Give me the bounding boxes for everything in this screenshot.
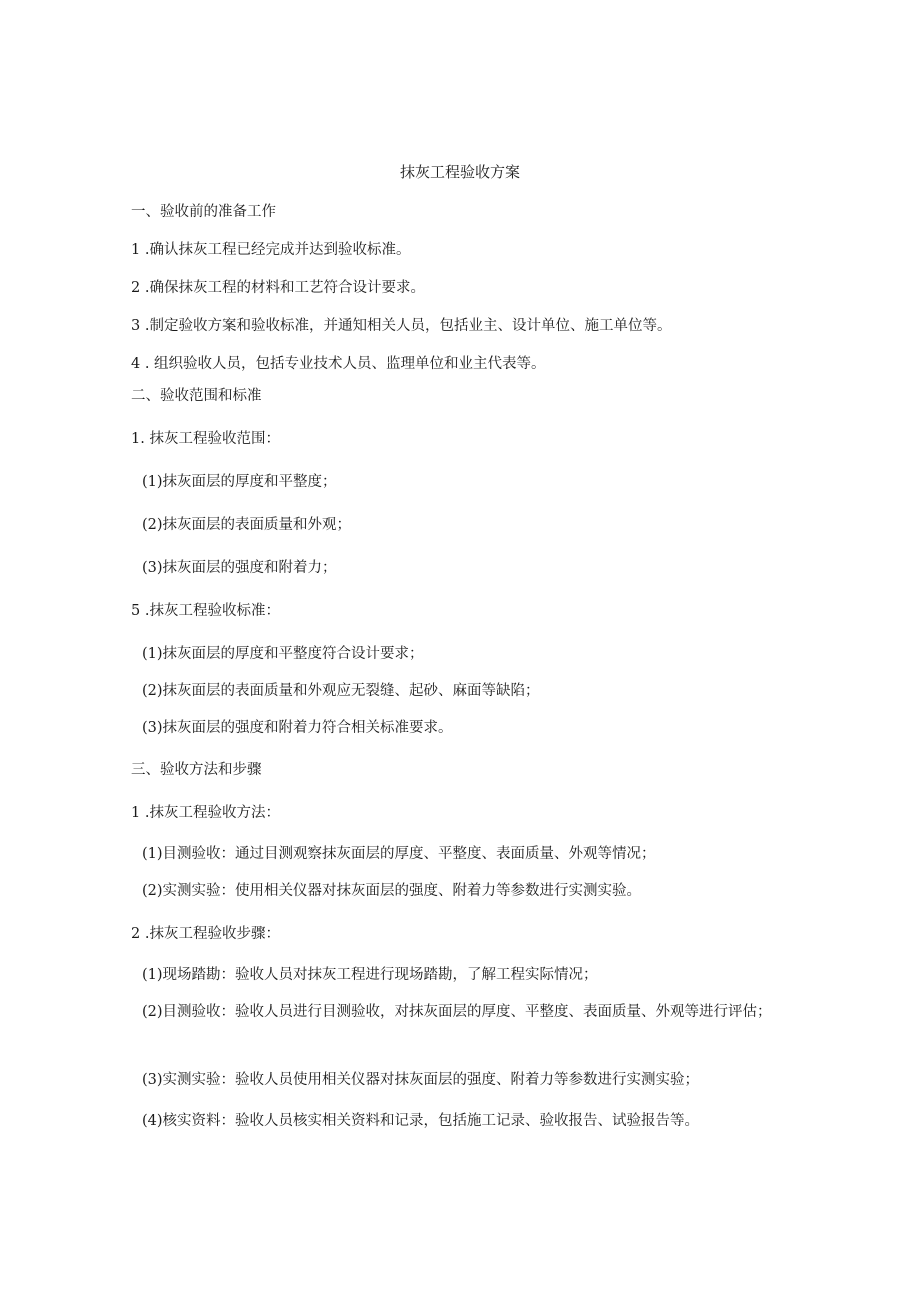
method-item-1: (1)目测验收：通过目测观察抹灰面层的厚度、平整度、表面质量、外观等情况； [142, 846, 656, 862]
method-heading: 1 .抹灰工程验收方法： [131, 805, 280, 821]
steps-heading: 2 .抹灰工程验收步骤： [131, 926, 280, 942]
standard-heading: 5 .抹灰工程验收标准： [131, 603, 280, 619]
standard-item-1: (1)抹灰面层的厚度和平整度符合设计要求； [142, 646, 424, 662]
scope-heading: 1. 抹灰工程验收范围： [131, 431, 280, 447]
step-item-2: (2)目测验收：验收人员进行目测验收，对抹灰面层的厚度、平整度、表面质量、外观等进行评估； [142, 1004, 772, 1020]
section-heading-3: 三、验收方法和步骤 [131, 762, 262, 778]
document-title: 抹灰工程验收方案 [399, 163, 520, 181]
scope-item-2: (2)抹灰面层的表面质量和外观； [142, 517, 352, 533]
prep-item-2: 2 .确保抹灰工程的材料和工艺符合设计要求。 [131, 280, 425, 296]
prep-item-1: 1 .确认抹灰工程已经完成并达到验收标准。 [131, 242, 411, 258]
standard-item-2: (2)抹灰面层的表面质量和外观应无裂缝、起砂、麻面等缺陷； [142, 683, 540, 699]
standard-item-3: (3)抹灰面层的强度和附着力符合相关标准要求。 [142, 720, 453, 736]
step-item-1: (1)现场踏勘：验收人员对抹灰工程进行现场踏勘，了解工程实际情况； [142, 967, 598, 983]
section-heading-1: 一、验收前的准备工作 [131, 204, 276, 220]
step-item-3: (3)实测实验：验收人员使用相关仪器对抹灰面层的强度、附着力等参数进行实测实验； [142, 1072, 700, 1088]
method-item-2: (2)实测实验：使用相关仪器对抹灰面层的强度、附着力等参数进行实测实验。 [142, 883, 642, 899]
scope-item-1: (1)抹灰面层的厚度和平整度； [142, 474, 337, 490]
step-item-4: (4)核实资料：验收人员核实相关资料和记录，包括施工记录、验收报告、试验报告等。 [142, 1113, 700, 1129]
section-heading-2: 二、验收范围和标准 [131, 388, 262, 404]
prep-item-4: 4 . 组织验收人员，包括专业技术人员、监理单位和业主代表等。 [131, 356, 546, 372]
prep-item-3: 3 .制定验收方案和验收标准，并通知相关人员，包括业主、设计单位、施工单位等。 [131, 318, 672, 334]
scope-item-3: (3)抹灰面层的强度和附着力； [142, 560, 337, 576]
